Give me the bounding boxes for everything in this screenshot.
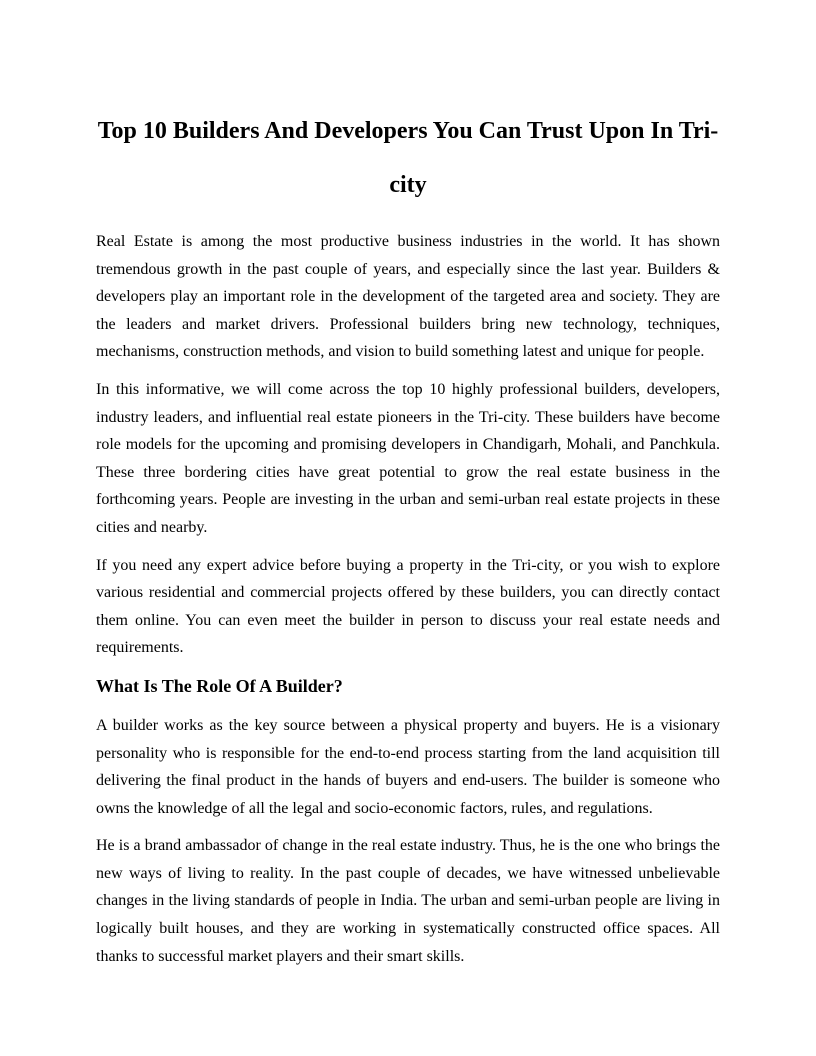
intro-paragraph-2: In this informative, we will come across the top 10 highly professional builders, developers, industry leaders, and influential real estate pioneers in the Tri-city. These builders have become role models for the upcoming and promising developers in Chandigarh, Mohali, and Panchkula. These three bordering cities have great potential to grow the real estate business in the forthcoming years. People are investing in the urban and semi-urban real estate projects in these cities and nearby. [96,380,720,536]
section-paragraph-2: He is a brand ambassador of change in the real estate industry. Thus, he is the one who brings the new ways of living to reality. In the past couple of decades, we have witnessed unbelievable changes in the living standards of people in India. The urban and semi-urban people are living in logically built houses, and they are working in systematically constructed office spaces. All thanks to successful market players and their smart skills. [96,837,720,965]
section-heading: What Is The Role Of A Builder? [96,675,343,696]
intro-paragraph-1: Real Estate is among the most productive business industries in the world. It has shown tremendous growth in the past couple of years, and especially since the last year. Builders & developers play an important role in the development of the targeted area and society. They are the leaders and market drivers. Professional builders bring new technology, techniques, mechanisms, construction methods, and vision to build something latest and unique for people. [96,233,720,361]
intro-paragraph-3: If you need any expert advice before buying a property in the Tri-city, or you wish to explore various residential and commercial projects offered by these builders, you can directly contact them online. You can even meet the builder in person to discuss your real estate needs and requirements. [96,556,720,657]
document-title: Top 10 Builders And Developers You Can Trust Upon In Tri-city [97,118,719,198]
section-paragraph-1: A builder works as the key source between a physical property and buyers. He is a visionary personality who is responsible for the end-to-end process starting from the land acquisition till delivering the final product in the hands of buyers and end-users. The builder is someone who owns the knowledge of all the legal and socio-economic factors, rules, and regulations. [96,716,720,817]
document-page [96,104,720,980]
